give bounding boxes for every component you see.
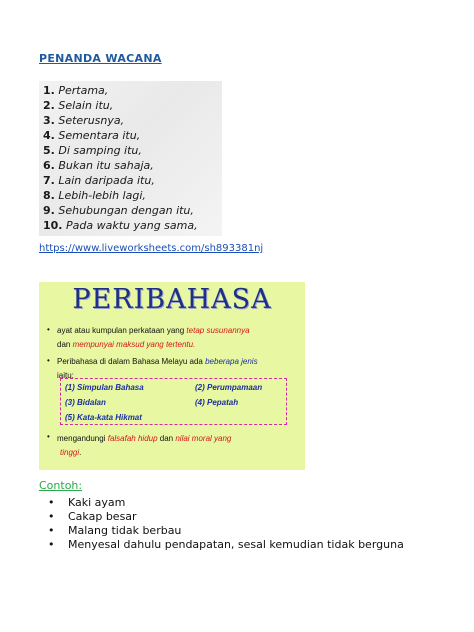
bullet-icon: • [47,356,50,365]
bullet-icon: • [48,510,55,523]
list-item: 7. Lain daripada itu, [43,174,155,187]
bullet-icon: • [48,496,55,509]
list-item: 4. Sementara itu, [43,129,141,142]
peribahasa-image [39,282,305,470]
worksheet-link[interactable]: https://www.liveworksheets.com/sh893381nj [39,243,264,254]
list-item: 3. Seterusnya, [43,114,125,127]
bullet-icon: • [48,538,55,551]
list-item: 10. Pada waktu yang sama, [43,219,198,232]
bullet-icon: • [48,524,55,537]
list-item: 6. Bukan itu sahaja, [43,159,154,172]
types-line-2: iaitu: [57,371,74,380]
type-item: (1) Simpulan Bahasa [65,383,144,392]
values-line-2: tinggi. [60,448,82,457]
definition-line-2: dan mempunyai maksud yang tertentu. [57,340,196,349]
values-line-1: mengandungi falsafah hidup dan nilai moral yang [57,434,232,443]
type-item: (5) Kata-kata Hikmat [65,413,142,422]
peribahasa-title: PERIBAHASA [72,284,272,315]
list-item: 8. Lebih-lebih lagi, [43,189,146,202]
type-item: (4) Pepatah [195,398,239,407]
types-line-1: Peribahasa di dalam Bahasa Melayu ada beberapa jenis [57,357,258,366]
examples-heading: Contoh: [39,479,83,492]
handwritten-list-image [39,81,222,236]
list-item: 2. Selain itu, [43,99,114,112]
page-title: PENANDA WACANA [39,52,162,65]
bullet-icon: • [47,325,50,334]
definition-line-1: ayat atau kumpulan perkataan yang tetap susunannya [57,326,250,335]
list-item: 1. Pertama, [43,84,109,97]
type-item: (3) Bidalan [65,398,106,407]
list-item: 5. Di samping itu, [43,144,142,157]
type-item: (2) Perumpamaan [195,383,263,392]
bullet-icon: • [47,432,50,441]
list-item: 9. Sehubungan dengan itu, [43,204,194,217]
